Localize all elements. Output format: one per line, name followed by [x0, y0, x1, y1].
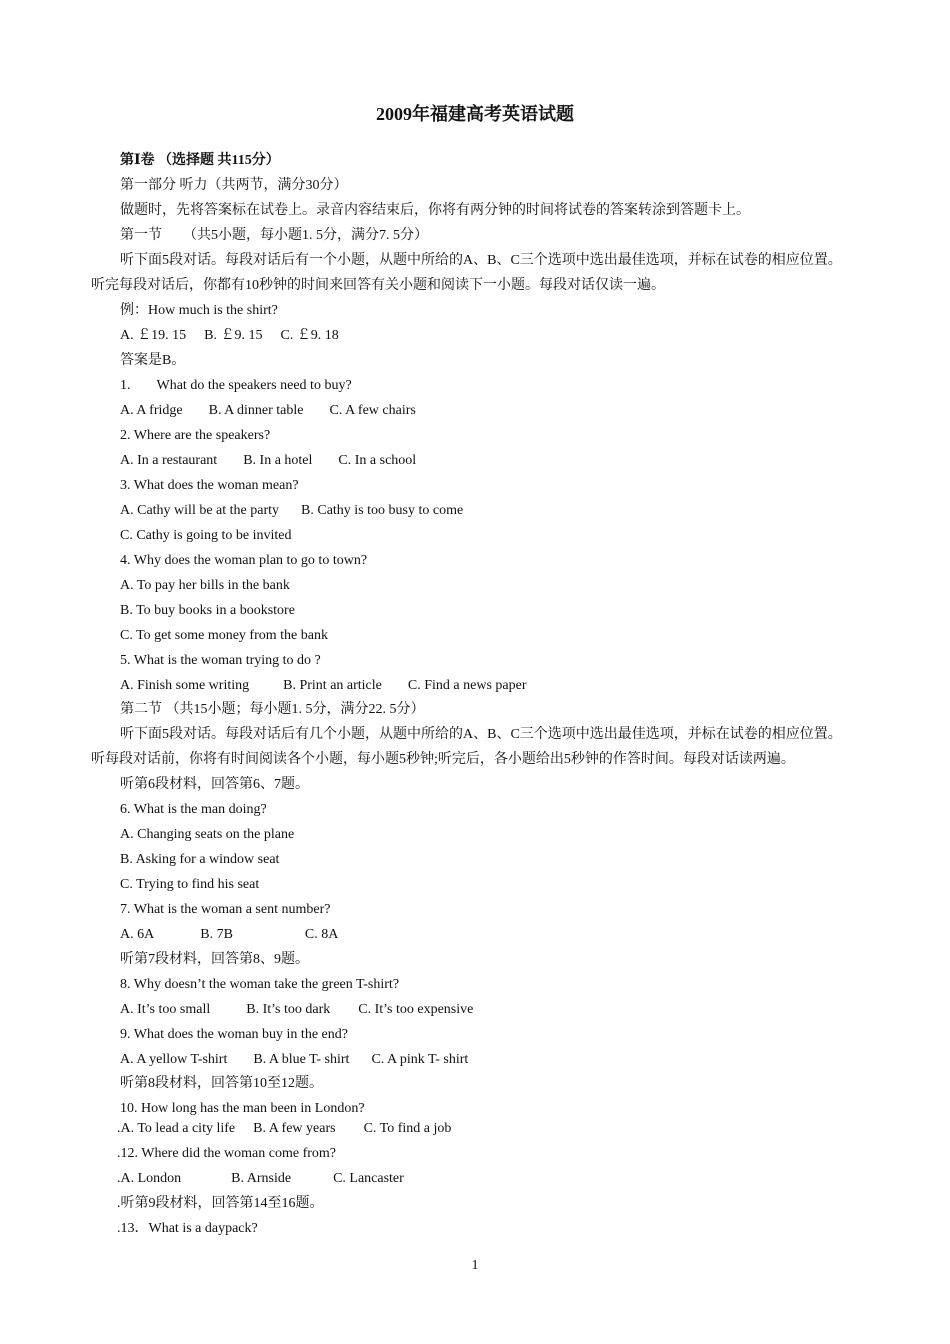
- example-answer: 答案是B。: [120, 353, 186, 368]
- section2-heading: 第二节 （共15小题；每小题1. 5分，满分22. 5分）: [120, 702, 425, 717]
- option: B. In a hotel: [243, 453, 313, 468]
- question-2-options: [120, 451, 416, 471]
- option: A. A yellow T-shirt: [120, 1052, 228, 1067]
- option: C. A few chairs: [329, 403, 416, 418]
- question-5: 5. What is the woman trying to do ?: [120, 653, 321, 668]
- option: A. In a restaurant: [120, 453, 218, 468]
- question-number: 1.: [120, 378, 131, 393]
- question-1-options: [120, 401, 416, 421]
- material-9: .听第9段材料，回答第14至16题。: [117, 1196, 324, 1211]
- question-text: What do the speakers need to buy?: [156, 378, 352, 393]
- question-12: .12. Where did the woman come from?: [117, 1146, 337, 1161]
- option: B. Print an article: [283, 678, 382, 693]
- section2-instruction-1: 听下面5段对话。每段对话后有几个小题，从题中所给的A、B、C三个选项中选出最佳选项，并标在试卷的相应位置。: [120, 727, 842, 742]
- question-9: 9. What does the woman buy in the end?: [120, 1027, 348, 1042]
- option: B. It’s too dark: [246, 1002, 331, 1017]
- option: B. 7B: [200, 927, 233, 942]
- question-9-options: [120, 1050, 468, 1070]
- option: B. A blue T- shirt: [253, 1052, 350, 1067]
- option: C. To find a job: [363, 1121, 452, 1136]
- option: C. Find a news paper: [407, 678, 527, 693]
- question-7-options: [120, 925, 338, 945]
- option: A. Changing seats on the plane: [120, 827, 295, 842]
- option: B. ￡9. 15: [204, 328, 263, 343]
- example-question: 例：How much is the shirt?: [120, 303, 278, 318]
- question-5-options: [120, 676, 526, 696]
- option: A. ￡19. 15: [120, 328, 187, 343]
- question-10-options: [117, 1119, 451, 1139]
- question-10: 10. How long has the man been in London?: [120, 1101, 365, 1116]
- option: C. To get some money from the bank: [120, 628, 328, 643]
- option: B. Cathy is too busy to come: [301, 503, 464, 518]
- option: A. 6A: [120, 927, 155, 942]
- part-heading: 第一部分 听力（共两节，满分30分）: [120, 178, 348, 193]
- material-8: 听第8段材料，回答第10至12题。: [120, 1076, 323, 1091]
- option: A. Finish some writing: [120, 678, 250, 693]
- option: C. Cathy is going to be invited: [120, 528, 292, 543]
- section1-instruction-1: 听下面5段对话。每段对话后有一个小题，从题中所给的A、B、C三个选项中选出最佳选项，并标在试卷的相应位置。: [120, 253, 842, 268]
- option: A. To pay her bills in the bank: [120, 578, 290, 593]
- option: A. Cathy will be at the party: [120, 503, 280, 518]
- question-4: 4. Why does the woman plan to go to town?: [120, 553, 368, 568]
- option: B. Arnside: [231, 1171, 292, 1186]
- volume-heading: 第Ⅰ卷 （选择题 共115分）: [120, 153, 280, 168]
- page-title: 2009年福建高考英语试题: [376, 104, 574, 124]
- material-7: 听第7段材料，回答第8、9题。: [120, 952, 309, 967]
- question-8: 8. Why doesn’t the woman take the green T-shirt?: [120, 977, 400, 992]
- option: C. 8A: [304, 927, 339, 942]
- section1-heading: 第一节 （共5小题，每小题1. 5分，满分7. 5分）: [120, 228, 428, 243]
- option: C. It’s too expensive: [358, 1002, 474, 1017]
- option: B. A dinner table: [208, 403, 304, 418]
- material-6: 听第6段材料，回答第6、7题。: [120, 777, 309, 792]
- question-8-options: [120, 1000, 473, 1020]
- question-12-options: [117, 1169, 404, 1189]
- question-3-options: [120, 501, 463, 521]
- option: C. ￡9. 18: [280, 328, 339, 343]
- question-7: 7. What is the woman a sent number?: [120, 902, 331, 917]
- option: A. It’s too small: [120, 1002, 211, 1017]
- option: .A. To lead a city life: [117, 1121, 236, 1136]
- question-1: [120, 376, 352, 396]
- example-options: [120, 326, 339, 346]
- question-2: 2. Where are the speakers?: [120, 428, 271, 443]
- section2-instruction-2: 听每段对话前，你将有时间阅读各个小题，每小题5秒钟;听完后，各小题给出5秒钟的作答时间。每段对话读两遍。: [91, 752, 795, 767]
- question-6: 6. What is the man doing?: [120, 802, 267, 817]
- section1-instruction-2: 听完每段对话后，你都有10秒钟的时间来回答有关小题和阅读下一小题。每段对话仅读一遍。: [91, 278, 665, 293]
- option: B. A few years: [253, 1121, 336, 1136]
- option: B. To buy books in a bookstore: [120, 603, 295, 618]
- option: C. In a school: [338, 453, 417, 468]
- option: C. Lancaster: [333, 1171, 404, 1186]
- page-number: 1: [471, 1258, 479, 1273]
- option: .A. London: [117, 1171, 182, 1186]
- option: C. Trying to find his seat: [120, 877, 260, 892]
- question-3: 3. What does the woman mean?: [120, 478, 299, 493]
- option: C. A pink T- shirt: [371, 1052, 469, 1067]
- option: A. A fridge: [120, 403, 183, 418]
- instruction: 做题时，先将答案标在试卷上。录音内容结束后，你将有两分钟的时间将试卷的答案转涂到答题卡上。: [120, 203, 750, 218]
- option: B. Asking for a window seat: [120, 852, 280, 867]
- question-13: .13．What is a daypack?: [117, 1221, 258, 1236]
